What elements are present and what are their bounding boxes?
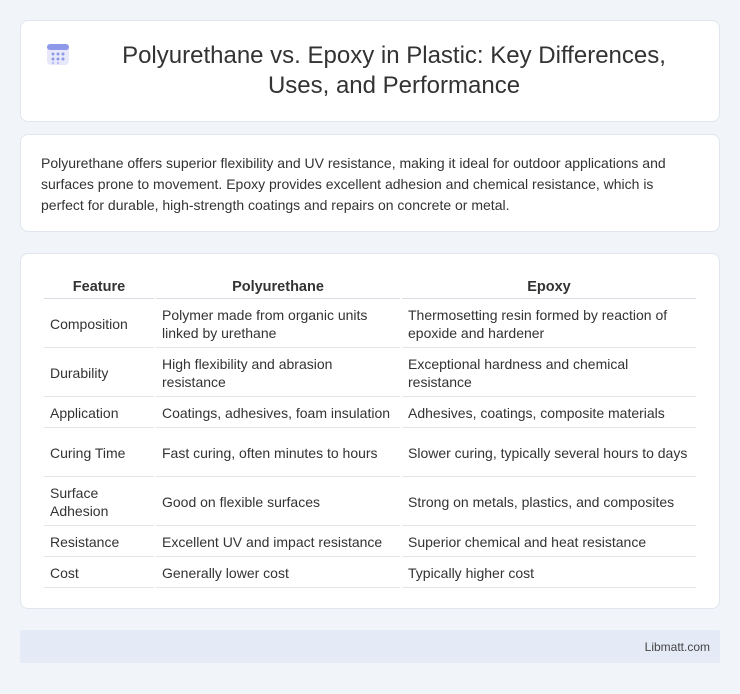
table-row xyxy=(44,528,696,557)
cell-polyurethane: Coatings, adhesives, foam insulation xyxy=(156,399,400,428)
cell-feature: Surface Adhesion xyxy=(44,479,154,526)
table-row xyxy=(44,479,696,526)
cell-polyurethane: Generally lower cost xyxy=(156,559,400,588)
cell-polyurethane: Fast curing, often minutes to hours xyxy=(156,430,400,477)
cell-epoxy: Strong on metals, plastics, and composites xyxy=(402,479,696,526)
table-row xyxy=(44,301,696,348)
comparison-table xyxy=(42,272,698,590)
table-row xyxy=(44,399,696,428)
title-wrap xyxy=(45,41,695,101)
header-epoxy: Epoxy xyxy=(402,274,696,299)
footer-bar xyxy=(20,630,720,663)
cell-feature: Durability xyxy=(44,350,154,397)
cell-polyurethane: High flexibility and abrasion resistance xyxy=(156,350,400,397)
cell-epoxy: Slower curing, typically several hours to days xyxy=(402,430,696,477)
cell-feature: Application xyxy=(44,399,154,428)
calendar-grid-icon xyxy=(45,41,71,67)
cell-feature: Composition xyxy=(44,301,154,348)
cell-epoxy: Superior chemical and heat resistance xyxy=(402,528,696,557)
table-row xyxy=(44,559,696,588)
cell-polyurethane: Good on flexible surfaces xyxy=(156,479,400,526)
comparison-table-card xyxy=(20,253,720,609)
title-card xyxy=(20,20,720,122)
summary-text: Polyurethane offers superior flexibility and UV resistance, making it ideal for outdoor applications and surfaces prone to movement. Epoxy provides excellent adhesion and chemical resistance, which is perfect for durable, high-strength coatings and repairs on concrete or metal. xyxy=(41,155,666,213)
cell-epoxy: Typically higher cost xyxy=(402,559,696,588)
cell-feature: Resistance xyxy=(44,528,154,557)
cell-polyurethane: Excellent UV and impact resistance xyxy=(156,528,400,557)
table-header-row xyxy=(44,274,696,299)
page-title: Polyurethane vs. Epoxy in Plastic: Key Differences, Uses, and Performance xyxy=(122,42,666,99)
table-row xyxy=(44,430,696,477)
footer-site-link[interactable]: Libmatt.com xyxy=(644,639,710,654)
cell-feature: Curing Time xyxy=(44,430,154,477)
header-feature: Feature xyxy=(44,274,154,299)
summary-card xyxy=(20,134,720,232)
header-polyurethane: Polyurethane xyxy=(156,274,400,299)
cell-polyurethane: Polymer made from organic units linked by urethane xyxy=(156,301,400,348)
cell-epoxy: Thermosetting resin formed by reaction of epoxide and hardener xyxy=(402,301,696,348)
cell-feature: Cost xyxy=(44,559,154,588)
table-row xyxy=(44,350,696,397)
cell-epoxy: Adhesives, coatings, composite materials xyxy=(402,399,696,428)
cell-epoxy: Exceptional hardness and chemical resistance xyxy=(402,350,696,397)
